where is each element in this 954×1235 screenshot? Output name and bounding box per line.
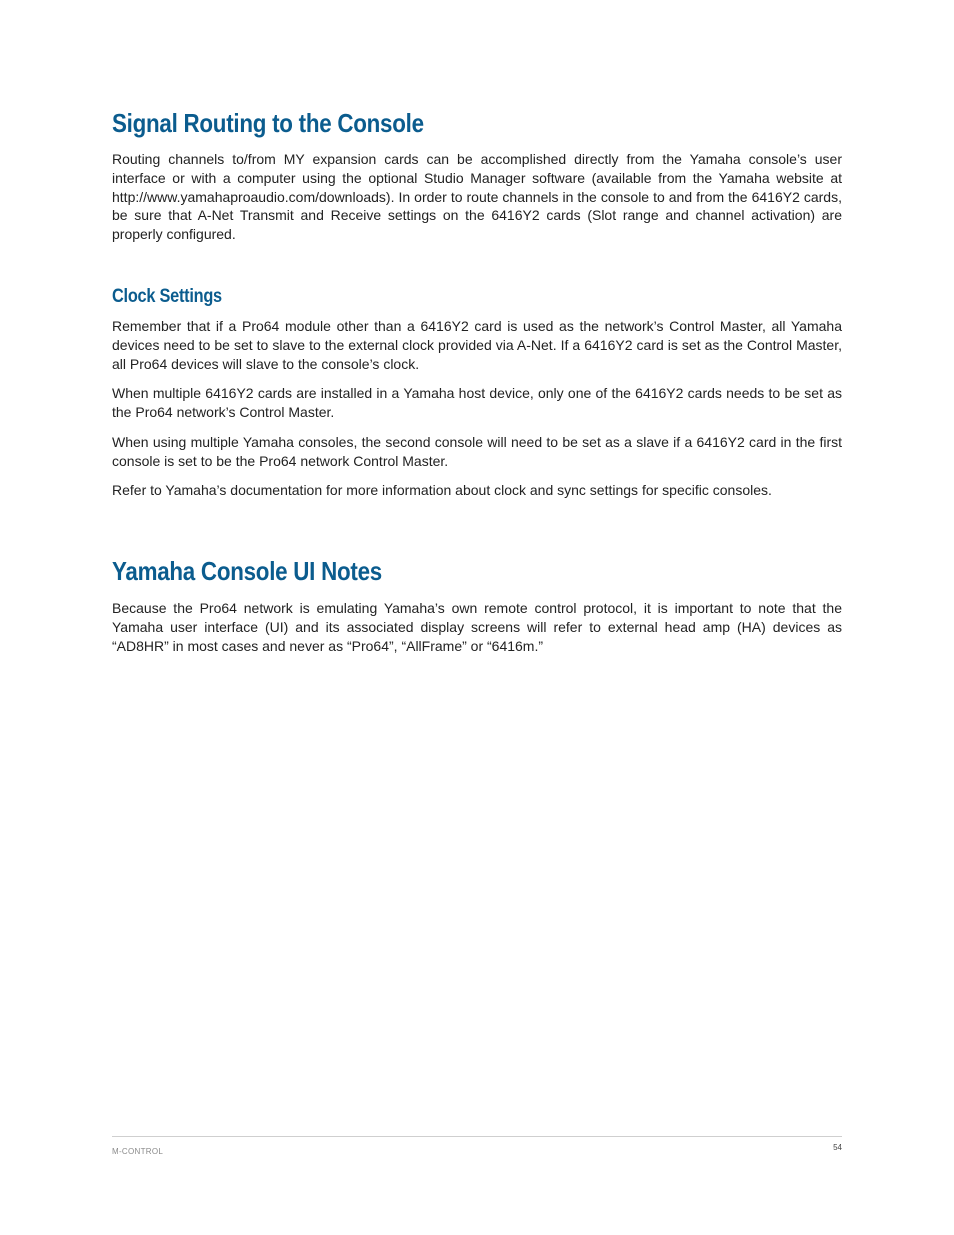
heading-yamaha-ui-notes: Yamaha Console UI Notes <box>112 556 382 586</box>
paragraph-clock-documentation: Refer to Yamaha’s documentation for more information about clock and sync settings for specific consoles. <box>112 482 772 498</box>
paragraph-clock-control-master: Remember that if a Pro64 module other than a 6416Y2 card is used as the network’s Control Master, all Yamaha devices need to be set to slave to the external clock provided via A-Net. If a 6416Y2 card is set as the Control Master, all Pro64 devices will slave to the console’s clock. <box>112 318 842 372</box>
heading-clock-settings: Clock Settings <box>112 286 222 307</box>
paragraph-clock-multiple-cards: When multiple 6416Y2 cards are installed in a Yamaha host device, only one of the 6416Y2 cards needs to be set as the Pro64 network’s Control Master. <box>112 385 842 420</box>
footer-page-number: 54 <box>833 1143 842 1152</box>
footer-product-name: M-CONTROL <box>112 1147 164 1156</box>
paragraph-yamaha-ui-notes: Because the Pro64 network is emulating Yamaha’s own remote control protocol, it is important to note that the Yamaha user interface (UI) and its associated display screens will refer to external head amp (HA) devices as “AD8HR” in most cases and never as “Pro64”, “AllFrame” or “6416m.” <box>112 600 842 654</box>
heading-signal-routing: Signal Routing to the Console <box>112 108 424 138</box>
footer-divider <box>112 1136 842 1137</box>
paragraph-clock-multiple-consoles: When using multiple Yamaha consoles, the second console will need to be set as a slave if a 6416Y2 card in the first console is set to be the Pro64 network Control Master. <box>112 434 842 469</box>
paragraph-signal-routing: Routing channels to/from MY expansion cards can be accomplished directly from the Yamaha console’s user interface or with a computer using the optional Studio Manager software (available from the Yamaha website at http://www.yamahaproaudio.com/downloads). In order to route channels in the console to and from the 6416Y2 cards, be sure that A-Net Transmit and Receive settings on the 6416Y2 cards (Slot range and channel activation) are properly configured. <box>112 151 842 243</box>
